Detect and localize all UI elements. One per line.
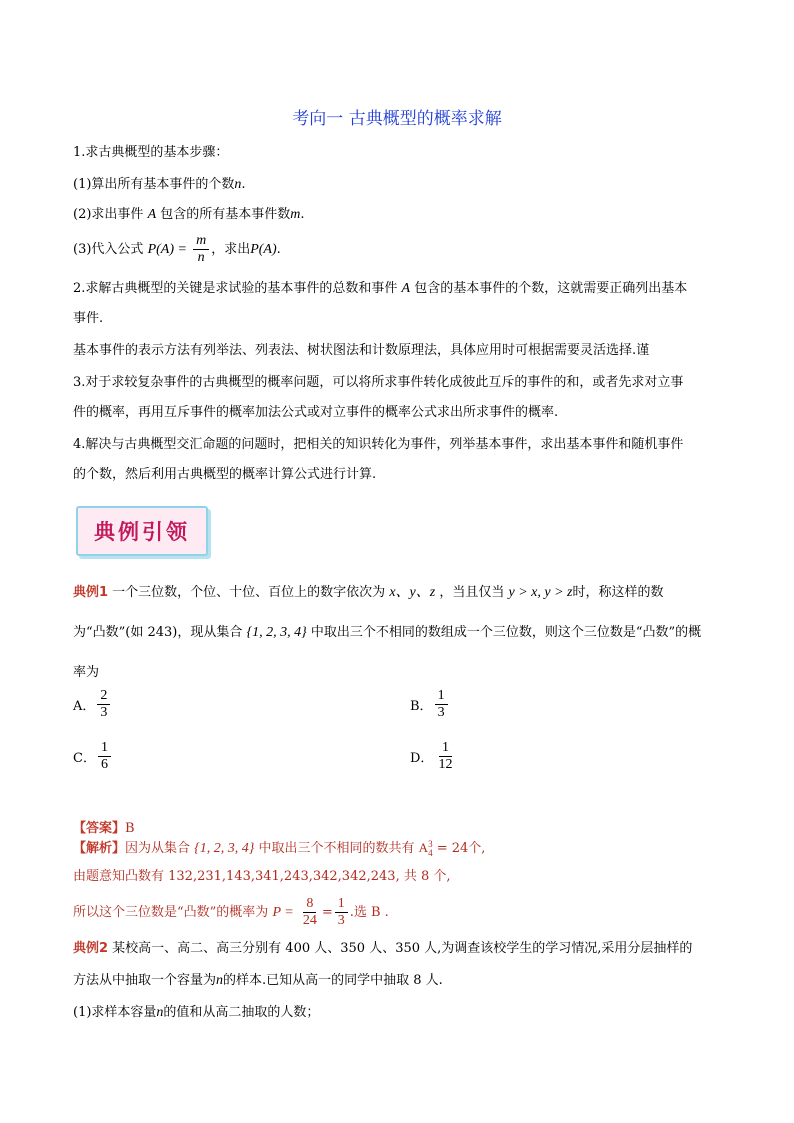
step-heading [73, 144, 228, 162]
text: (1)算出所有基本事件的个数 [73, 177, 235, 192]
text: (2)求出事件 [73, 207, 144, 222]
example2-line1: 典例2 某校高一、高二、高三分别有 400 人、350 人、350 人,为调查该校学生的学习情况,采用分层抽样的 [73, 941, 693, 956]
example2-line3: (1)求样本容量n的值和从高二抽取的人数； [73, 1005, 320, 1020]
example1-line2: 为“凸数”(如 243)，现从集合 {1, 2, 3, 4} 中取出三个不相同的数组成一个三位数，则这个三位数是“凸数”的概 [73, 625, 702, 640]
var-m: m [290, 207, 301, 222]
option-d: D． $\frac{1}{12}$ [410, 740, 453, 772]
analysis-line3: 所以这个三位数是“凸数”的概率为 P = $\frac{8}{24}$ = $\frac{1}{3}$ .选 B . [73, 896, 389, 928]
step-2: (2)求出事件 A 包含的所有基本事件数m. [73, 207, 305, 222]
text: 1.求古典概型的基本步骤： [73, 145, 229, 160]
text: (3)代入公式 [73, 242, 144, 257]
text: ，求出 [211, 242, 251, 257]
text: 包含的所有基本事件数 [160, 207, 291, 222]
point-3-line1: 3.对于求较复杂事件的古典概型的概率问题，可以将所求事件转化成彼此互斥的事件的和，或者先求对立事 [73, 375, 684, 390]
example1-line3: 率为 [73, 665, 100, 680]
point-3-line2: 件的概率，再用互斥事件的概率加法公式或对立事件的概率公式求出所求事件的概率. [73, 405, 559, 420]
example2-line2: 方法从中抽取一个容量为n的样本.已知从高一的同学中抽取 8 人. [73, 973, 443, 988]
banner-text: 典例引领 [94, 520, 190, 544]
var-n: n [234, 177, 242, 192]
step-3: (3)代入公式 P(A) = $\frac{m}{n}$ ，求出P(A). [73, 233, 281, 265]
var-A: A [147, 207, 157, 222]
formula-PA: P(A) [250, 242, 277, 257]
point-2-line1: 2.求解古典概型的关键是求试验的基本事件的总数和事件 A 包含的基本事件的个数，这就需要正确列出基本 [73, 281, 688, 296]
example-banner [76, 506, 208, 556]
section-title: 考向一 古典概型的概率求解 [292, 109, 502, 129]
formula-P: P(A) = [147, 242, 187, 257]
analysis-line1: 【解析】因为从集合 {1, 2, 3, 4} 中取出三个不相同的数共有 A 3 4 = 24个, [73, 839, 486, 859]
analysis-line2: 由题意知凸数有 132,231,143,341,243,342,342,243, 共 8 个, [73, 869, 451, 884]
step-1: (1)算出所有基本事件的个数n. [73, 177, 246, 192]
analysis-tag: 【解析】 [73, 841, 126, 856]
answer-value: B [125, 821, 135, 836]
point-4-line2: 的个数，然后利用古典概型的概率计算公式进行计算. [73, 467, 377, 482]
option-b: B． $\frac{1}{3}$ [410, 688, 450, 721]
option-c: C． $\frac{1}{6}$ [73, 740, 113, 773]
example1-line1: 典例1 一个三位数，个位、十位、百位上的数字依次为 x、y、z ，当且仅当 y > x, y > z时，称这样的数 [73, 585, 664, 600]
example1-label: 典例1 [73, 585, 109, 600]
example2-label: 典例2 [73, 941, 109, 956]
option-a: A． $\frac{2}{3}$ [73, 688, 112, 721]
point-2-line3: 基本事件的表示方法有列举法、列表法、树状图法和计数原理法，具体应用时可根据需要灵活选择.谨 [73, 343, 650, 358]
point-2-line2: 事件. [73, 311, 104, 326]
point-4-line1: 4.解决与古典概型交汇命题的问题时，把相关的知识转化为事件，列举基本事件，求出基本事件和随机事件 [73, 437, 684, 452]
answer-tag: 【答案】 [73, 821, 126, 836]
fraction-m-over-n: $\frac{m}{n}$ [193, 233, 209, 266]
